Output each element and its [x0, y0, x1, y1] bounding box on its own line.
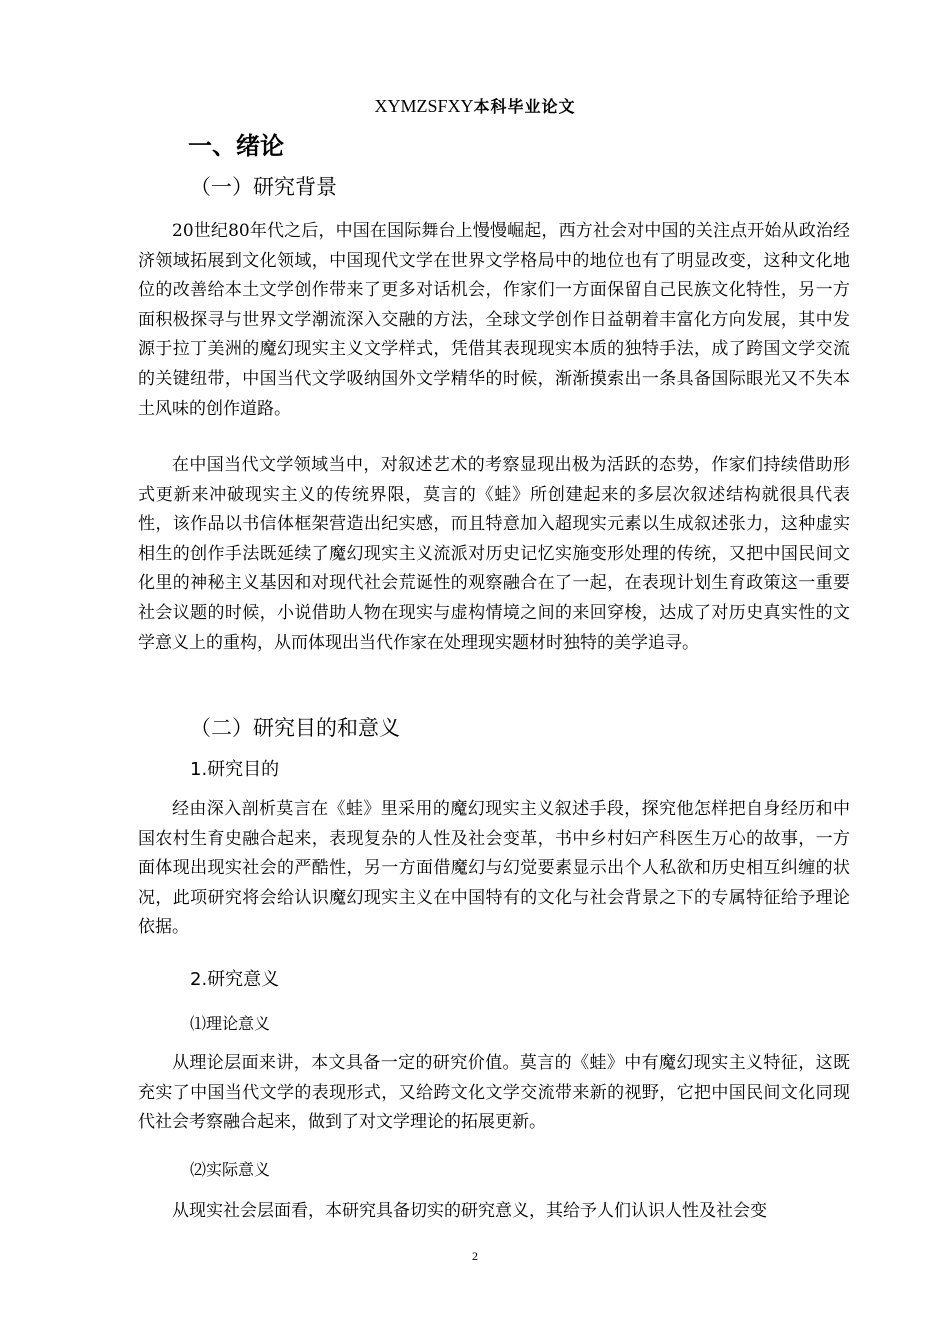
page-header: [0, 94, 950, 119]
item-title-practice: ⑵实际意义: [190, 1160, 271, 1179]
section-title-background: （一）研究背景: [190, 175, 337, 199]
page-number: 2: [472, 1249, 478, 1263]
chapter-title: 一、绪论: [188, 132, 284, 160]
paragraph-purpose: 经由深入剖析莫言在《蛙》里采用的魔幻现实主义叙述手段，探究他怎样把自身经历和中国农村生育史融合起来，表现复杂的人性及社会变革，书中乡村妇产科医生万心的故事，一方面体现出现实社会的严酷性，另一方面借魔幻与幻觉要素显示出个人私欲和历史相互纠缠的状况，此项研究将会给认识魔幻现实主义在中国特有的文化与社会背景之下的专属特征给予理论依据。: [138, 799, 850, 938]
header-school-code: XYMZSFXY: [374, 96, 474, 116]
section-title-purpose-significance: （二）研究目的和意义: [190, 716, 400, 740]
paragraph-background-2: 在中国当代文学领域当中，对叙述艺术的考察显现出极为活跃的态势，作家们持续借助形式更新来冲破现实主义的传统界限，莫言的《蛙》所创建起来的多层次叙述结构就很具代表性，该作品以书信体框架营造出纪实感，而且特意加入超现实元素以生成叙述张力，这种虚实相生的创作手法既延续了魔幻现实主义流派对历史记忆实施变形处理的传统，又把中国民间文化里的神秘主义基因和对现代社会荒诞性的观察融合在了一起，在表现计划生育政策这一重要社会议题的时候，小说借助人物在现实与虚构情境之间的来回穿梭，达成了对历史真实性的文学意义上的重构，从而体现出当代作家在处理现实题材时独特的美学追寻。: [138, 455, 850, 653]
item-title-theory: ⑴理论意义: [190, 1014, 271, 1033]
subsection-title-purpose: 1.研究目的: [190, 759, 280, 780]
subsection-title-significance: 2.研究意义: [190, 969, 280, 990]
paragraph-background-1: 20世纪80年代之后，中国在国际舞台上慢慢崛起，西方社会对中国的关注点开始从政治经济领域拓展到文化领域，中国现代文学在世界文学格局中的地位也有了明显改变，这种文化地位的改善给本土文学创作带来了更多对话机会，作家们一方面保留自己民族文化特性，另一方面积极探寻与世界文学潮流深入交融的方法，全球文学创作日益朝着丰富化方向发展，其中发源于拉丁美洲的魔幻现实主义文学样式，凭借其表现现实本质的独特手法，成了跨国文学交流的关键纽带，中国当代文学吸纳国外文学精华的时候，渐渐摸索出一条具备国际眼光又不失本土风味的创作道路。: [138, 221, 850, 419]
paragraph-practice: 从现实社会层面看，本研究具备切实的研究意义，其给予人们认识人性及社会变: [172, 1201, 767, 1221]
paragraph-theory: 从理论层面来讲，本文具备一定的研究价值。莫言的《蛙》中有魔幻现实主义特征，这既充实了中国当代文学的表现形式，又给跨文化文学交流带来新的视野，它把中国民间文化同现代社会考察融合起来，做到了对文学理论的拓展更新。: [138, 1053, 850, 1133]
header-document-type: 本科毕业论文: [473, 97, 576, 116]
